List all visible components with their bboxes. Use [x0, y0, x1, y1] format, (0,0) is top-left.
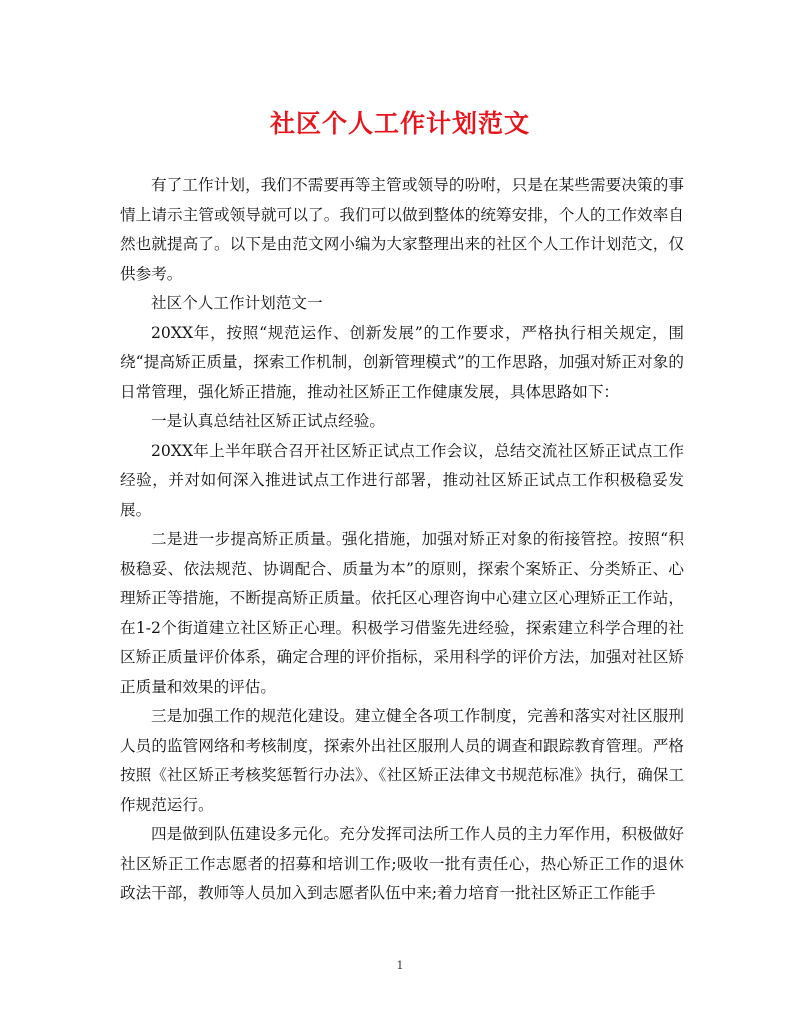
document-body — [120, 171, 684, 909]
body-paragraph: 20XX年，按照“规范运作、创新发展”的工作要求，严格执行相关规定，围绕“提高矫正质量，探索工作机制，创新管理模式”的工作思路，加强对矫正对象的日常管理，强化矫正措施，推动社区矫正工作健康发展，具体思路如下： — [120, 323, 684, 401]
body-paragraph: 20XX年上半年联合召开社区矫正试点工作会议，总结交流社区矫正试点工作经验，并对如何深入推进试点工作进行部署，推动社区矫正试点工作积极稳妥发展。 — [120, 441, 684, 519]
point-heading: 一是认真总结社区矫正试点经验。 — [151, 412, 385, 430]
body-paragraph: 二是进一步提高矫正质量。强化措施，加强对矫正对象的衔接管控。按照“积极稳妥、依法规范、协调配合、质量为本”的原则，探索个案矫正、分类矫正、心理矫正等措施，不断提高矫正质量。依托区心理咨询中心建立区心理矫正工作站，在1-2个街道建立社区矫正心理。积极学习借鉴先进经验，探索建立科学合理的社区矫正质量评价体系，确定合理的评价指标，采用科学的评价方法，加强对社区矫正质量和效果的评估。 — [120, 530, 684, 696]
body-paragraph: 四是做到队伍建设多元化。充分发挥司法所工作人员的主力军作用，积极做好社区矫正工作志愿者的招募和培训工作;吸收一批有责任心，热心矫正工作的退休政法干部，教师等人员加入到志愿者队伍中来;着力培育一批社区矫正工作能手 — [120, 825, 684, 902]
section-heading: 社区个人工作计划范文一 — [151, 294, 323, 312]
body-paragraph: 三是加强工作的规范化建设。建立健全各项工作制度，完善和落实对社区服刑人员的监管网络和考核制度，探索外出社区服刑人员的调查和跟踪教育管理。严格按照《社区矫正考核奖惩暂行办法》、《社区矫正法律文书规范标准》执行，确保工作规范运行。 — [120, 707, 684, 814]
page-number: 1 — [396, 959, 404, 972]
document-title: 社区个人工作计划范文 — [269, 109, 530, 138]
intro-paragraph: 有了工作计划，我们不需要再等主管或领导的吩咐，只是在某些需要决策的事情上请示主管或领导就可以了。我们可以做到整体的统筹安排，个人的工作效率自然也就提高了。以下是由范文网小编为大家整理出来的社区个人工作计划范文，仅供参考。 — [120, 176, 684, 283]
